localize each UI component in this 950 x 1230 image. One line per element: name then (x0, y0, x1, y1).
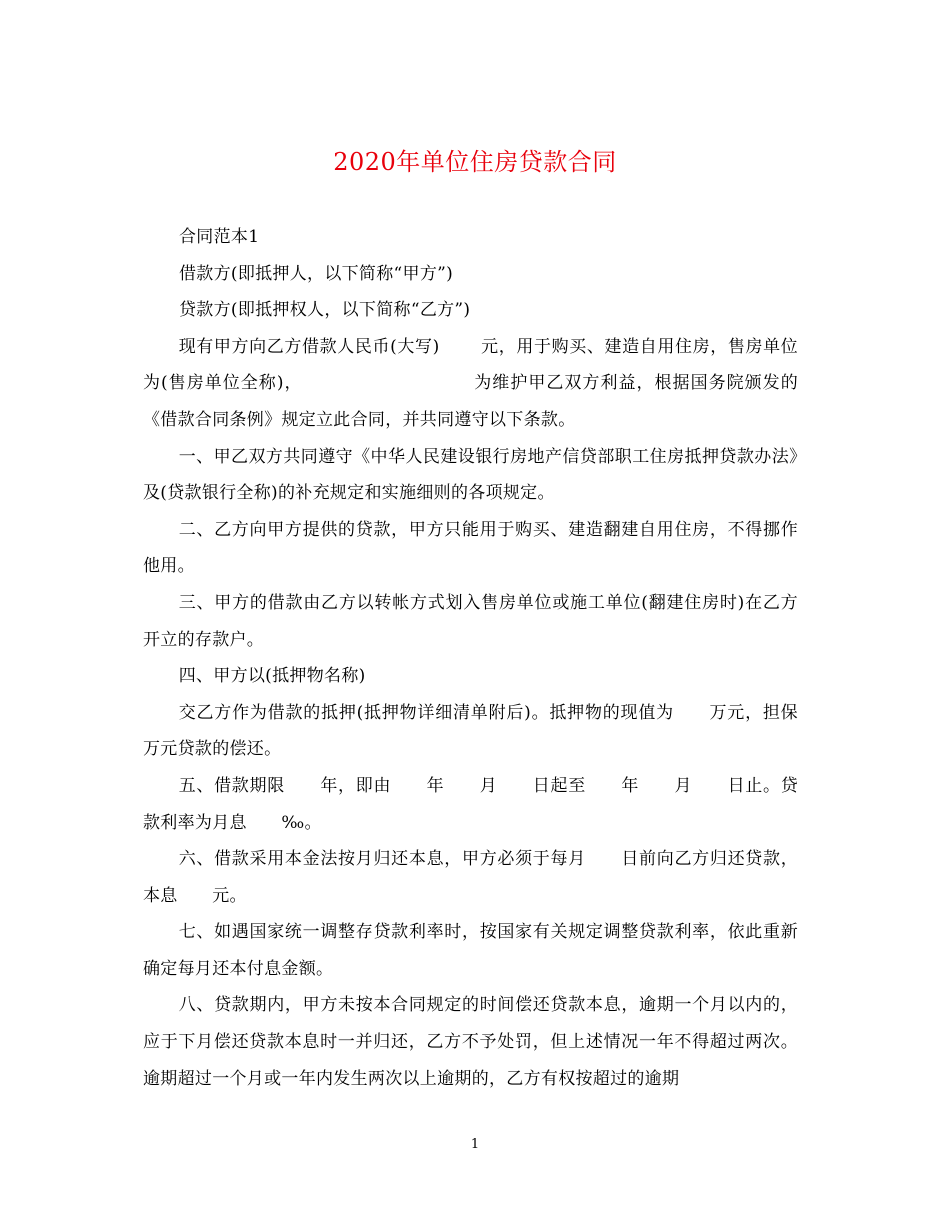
paragraph-contract-sample: 合同范本1 (179, 227, 260, 247)
document-title: 2020年单位住房贷款合同 (333, 148, 617, 176)
document-body (143, 219, 833, 1097)
paragraph-clause-4-continued: 交乙方作为借款的抵押(抵押物详细清单附后)。抵押物的现值为 万元，担保 万元贷款的偿还。 (143, 702, 833, 760)
paragraph-clause-8: 八、贷款期内，甲方未按本合同规定的时间偿还贷款本息，逾期一个月以内的，应于下月偿还贷款本息时一并归还，乙方不予处罚，但上述情况一年不得超过两次。逾期超过一个月或一年内发生两次以上逾期的，乙方有权按超过的逾期 (143, 995, 798, 1089)
paragraph-lender: 贷款方(即抵押权人，以下简称“乙方”) (179, 300, 471, 321)
paragraph-preamble: 现有甲方向乙方借款人民币(大写) 元，用于购买、建造自用住房，售房单位为(售房单位全称)， 为维护甲乙双方利益，根据国务院颁发的《借款合同条例》规定立此合同，并共同遵守以下条款。 (143, 336, 798, 430)
paragraph-borrower: 借款方(即抵押人，以下简称“甲方”) (179, 263, 454, 284)
paragraph-clause-6: 六、借款采用本金法按月归还本息，甲方必须于每月 日前向乙方归还贷款，本息 元。 (143, 849, 798, 906)
paragraph-clause-4: 四、甲方以(抵押物名称) (178, 666, 366, 687)
paragraph-clause-3: 三、甲方的借款由乙方以转帐方式划入售房单位或施工单位(翻建住房时)在乙方开立的存款户。 (143, 592, 798, 650)
paragraph-clause-2: 二、乙方向甲方提供的贷款，甲方只能用于购买、建造翻建自用住房，不得挪作他用。 (143, 519, 798, 577)
page-number: 1 (470, 1137, 480, 1152)
paragraph-clause-1: 一、甲乙双方共同遵守《中华人民建设银行房地产信贷部职工住房抵押贷款办法》及(贷款银行全称)的补充规定和实施细则的各项规定。 (143, 446, 798, 504)
paragraph-clause-7: 七、如遇国家统一调整存贷款利率时，按国家有关规定调整贷款利率，依此重新确定每月还本付息金额。 (143, 922, 798, 979)
paragraph-clause-5: 五、借款期限 年，即由 年 月 日起至 年 月 日止。贷款利率为月息 ‰。 (143, 775, 798, 833)
